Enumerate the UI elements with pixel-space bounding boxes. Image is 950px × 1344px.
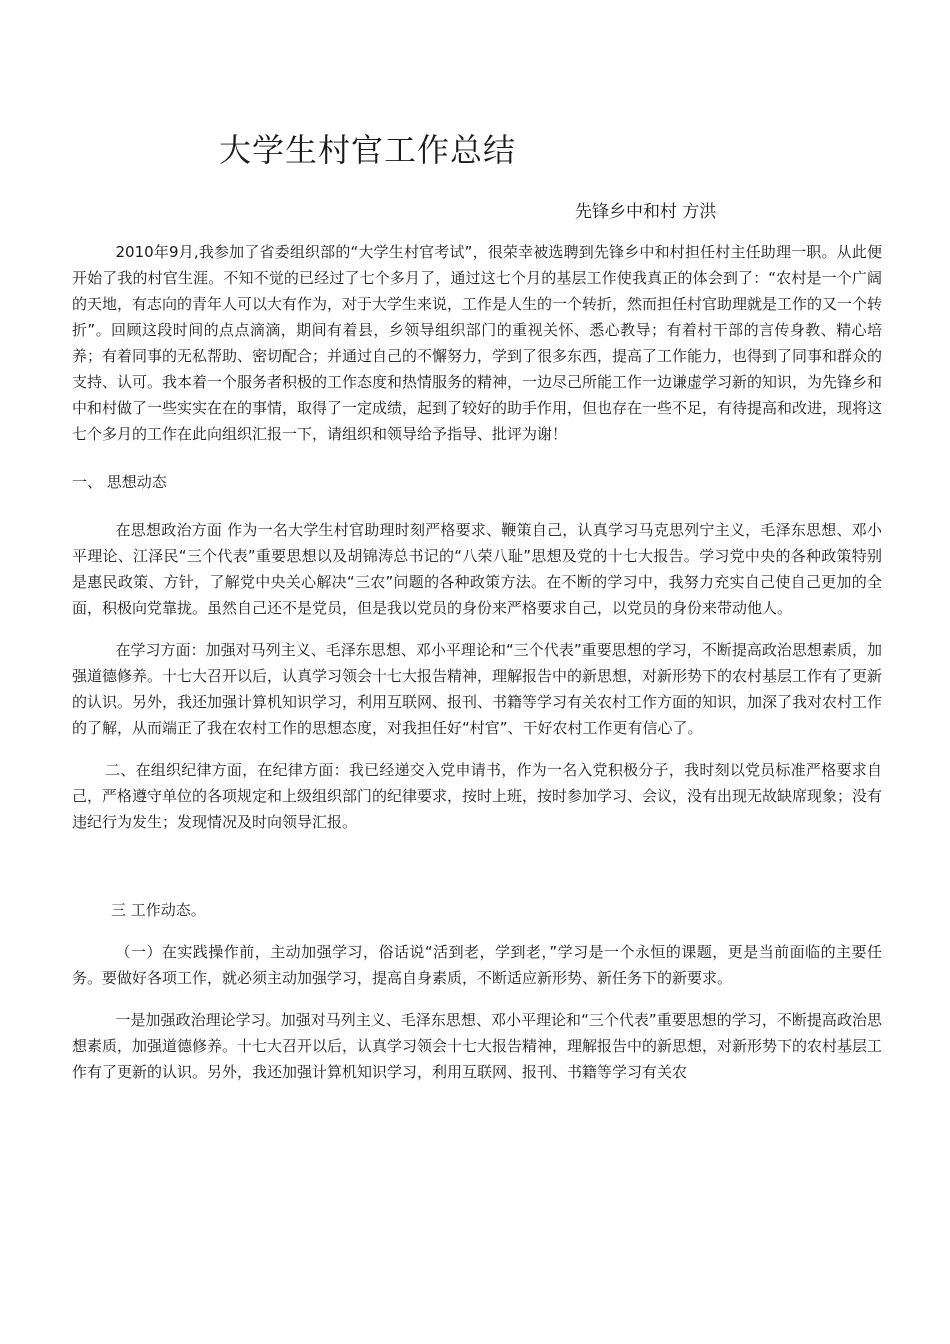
- intro-paragraph: 2010年9月,我参加了省委组织部的“大学生村官考试”，很荣幸被选聘到先锋乡中和村担任村主任助理一职。从此便开始了我的村官生涯。不知不觉的已经过了七个多月了，通过这七个月的基层工作使我真正的体会到了：“农村是一个广阔的天地，有志向的青年人可以大有作为，对于大学生来说，工作是人生的一个转折，然而担任村官助理就是工作的又一个转折”。回顾这段时间的点点滴滴，期间有着县，乡领导组织部门的重视关怀、悉心教导；有着村干部的言传身教、精心培养；有着同事的无私帮助、密切配合；并通过自己的不懈努力，学到了很多东西，提高了工作能力，也得到了同事和群众的支持、认可。我本着一个服务者积极的工作态度和热情服务的精神，一边尽己所能工作一边谦虚学习新的知识，为先锋乡和中和村做了一些实实在在的事情，取得了一定成绩，起到了较好的助手作用，但也存在一些不足，有待提高和改进，现将这七个多月的工作在此向组织汇报一下，请组织和领导给予指导、批评为谢！: [72, 243, 883, 443]
- section-heading-work: 三 工作动态。: [111, 901, 206, 919]
- author-line: 先锋乡中和村 方洪: [575, 202, 717, 222]
- study-paragraph: 在学习方面：加强对马列主义、毛泽东思想、邓小平理论和“三个代表”重要思想的学习，不断提高政治思想素质，加强道德修养。十七大召开以后，认真学习领会十七大报告精神，理解报告中的新思想，对新形势下的农村基层工作有了更新的认识。另外，我还加强计算机知识学习，利用互联网、报刊、书籍等学习有关农村工作方面的知识，加深了我对农村工作的了解，从而端正了我在农村工作的思想态度，对我担任好“村官”、干好农村工作更有信心了。: [72, 641, 883, 737]
- paragraph-spacer: [72, 923, 882, 939]
- paragraph-spacer: [72, 447, 882, 469]
- paragraph-spacer: [72, 991, 882, 1007]
- discipline-paragraph: 二、在组织纪律方面，在纪律方面：我已经递交入党申请书，作为一名入党积极分子，我时刻以党员标准严格要求自己，严格遵守单位的各项规定和上级组织部门的纪律要求，按时上班，按时参加学习、会议，没有出现无故缺席现象；没有违纪行为发生；发现情况及时向领导汇报。: [72, 761, 883, 831]
- practice-paragraph: （一）在实践操作前，主动加强学习，俗话说“活到老，学到老，”学习是一个永恒的课题，更是当前面临的主要任务。要做好各项工作，就必须主动加强学习，提高自身素质，不断适应新形势、新任务下的新要求。: [72, 943, 882, 987]
- section-heading-thought: 一、 思想动态: [72, 473, 167, 491]
- document-body: [72, 239, 882, 1085]
- paragraph-spacer: [72, 495, 882, 517]
- paragraph-spacer: [72, 741, 882, 757]
- theory-paragraph: 一是加强政治理论学习。加强对马列主义、毛泽东思想、邓小平理论和“三个代表”重要思想的学习，不断提高政治思想素质，加强道德修养。十七大召开以后，认真学习领会十七大报告精神，理解报告中的新思想，对新形势下的农村基层工作有了更新的认识。另外，我还加强计算机知识学习，利用互联网、报刊、书籍等学习有关农: [72, 1011, 883, 1081]
- politics-paragraph: 在思想政治方面 作为一名大学生村官助理时刻严格要求、鞭策自己，认真学习马克思列宁主义，毛泽东思想、邓小平理论、江泽民“三个代表”重要思想以及胡锦涛总书记的“八荣八耻”思想及党的十七大报告。学习党中央的各种政策特别是惠民政策、方针，了解党中央关心解决“三农”问题的各种政策方法。在不断的学习中，我努力充实自己使自己更加的全面，积极向党靠拢。虽然自己还不是党员，但是我以党员的身份来严格要求自己，以党员的身份来带动他人。: [72, 521, 882, 617]
- paragraph-spacer: [72, 835, 882, 897]
- paragraph-spacer: [72, 621, 882, 637]
- document-title: 大学生村官工作总结: [219, 131, 517, 169]
